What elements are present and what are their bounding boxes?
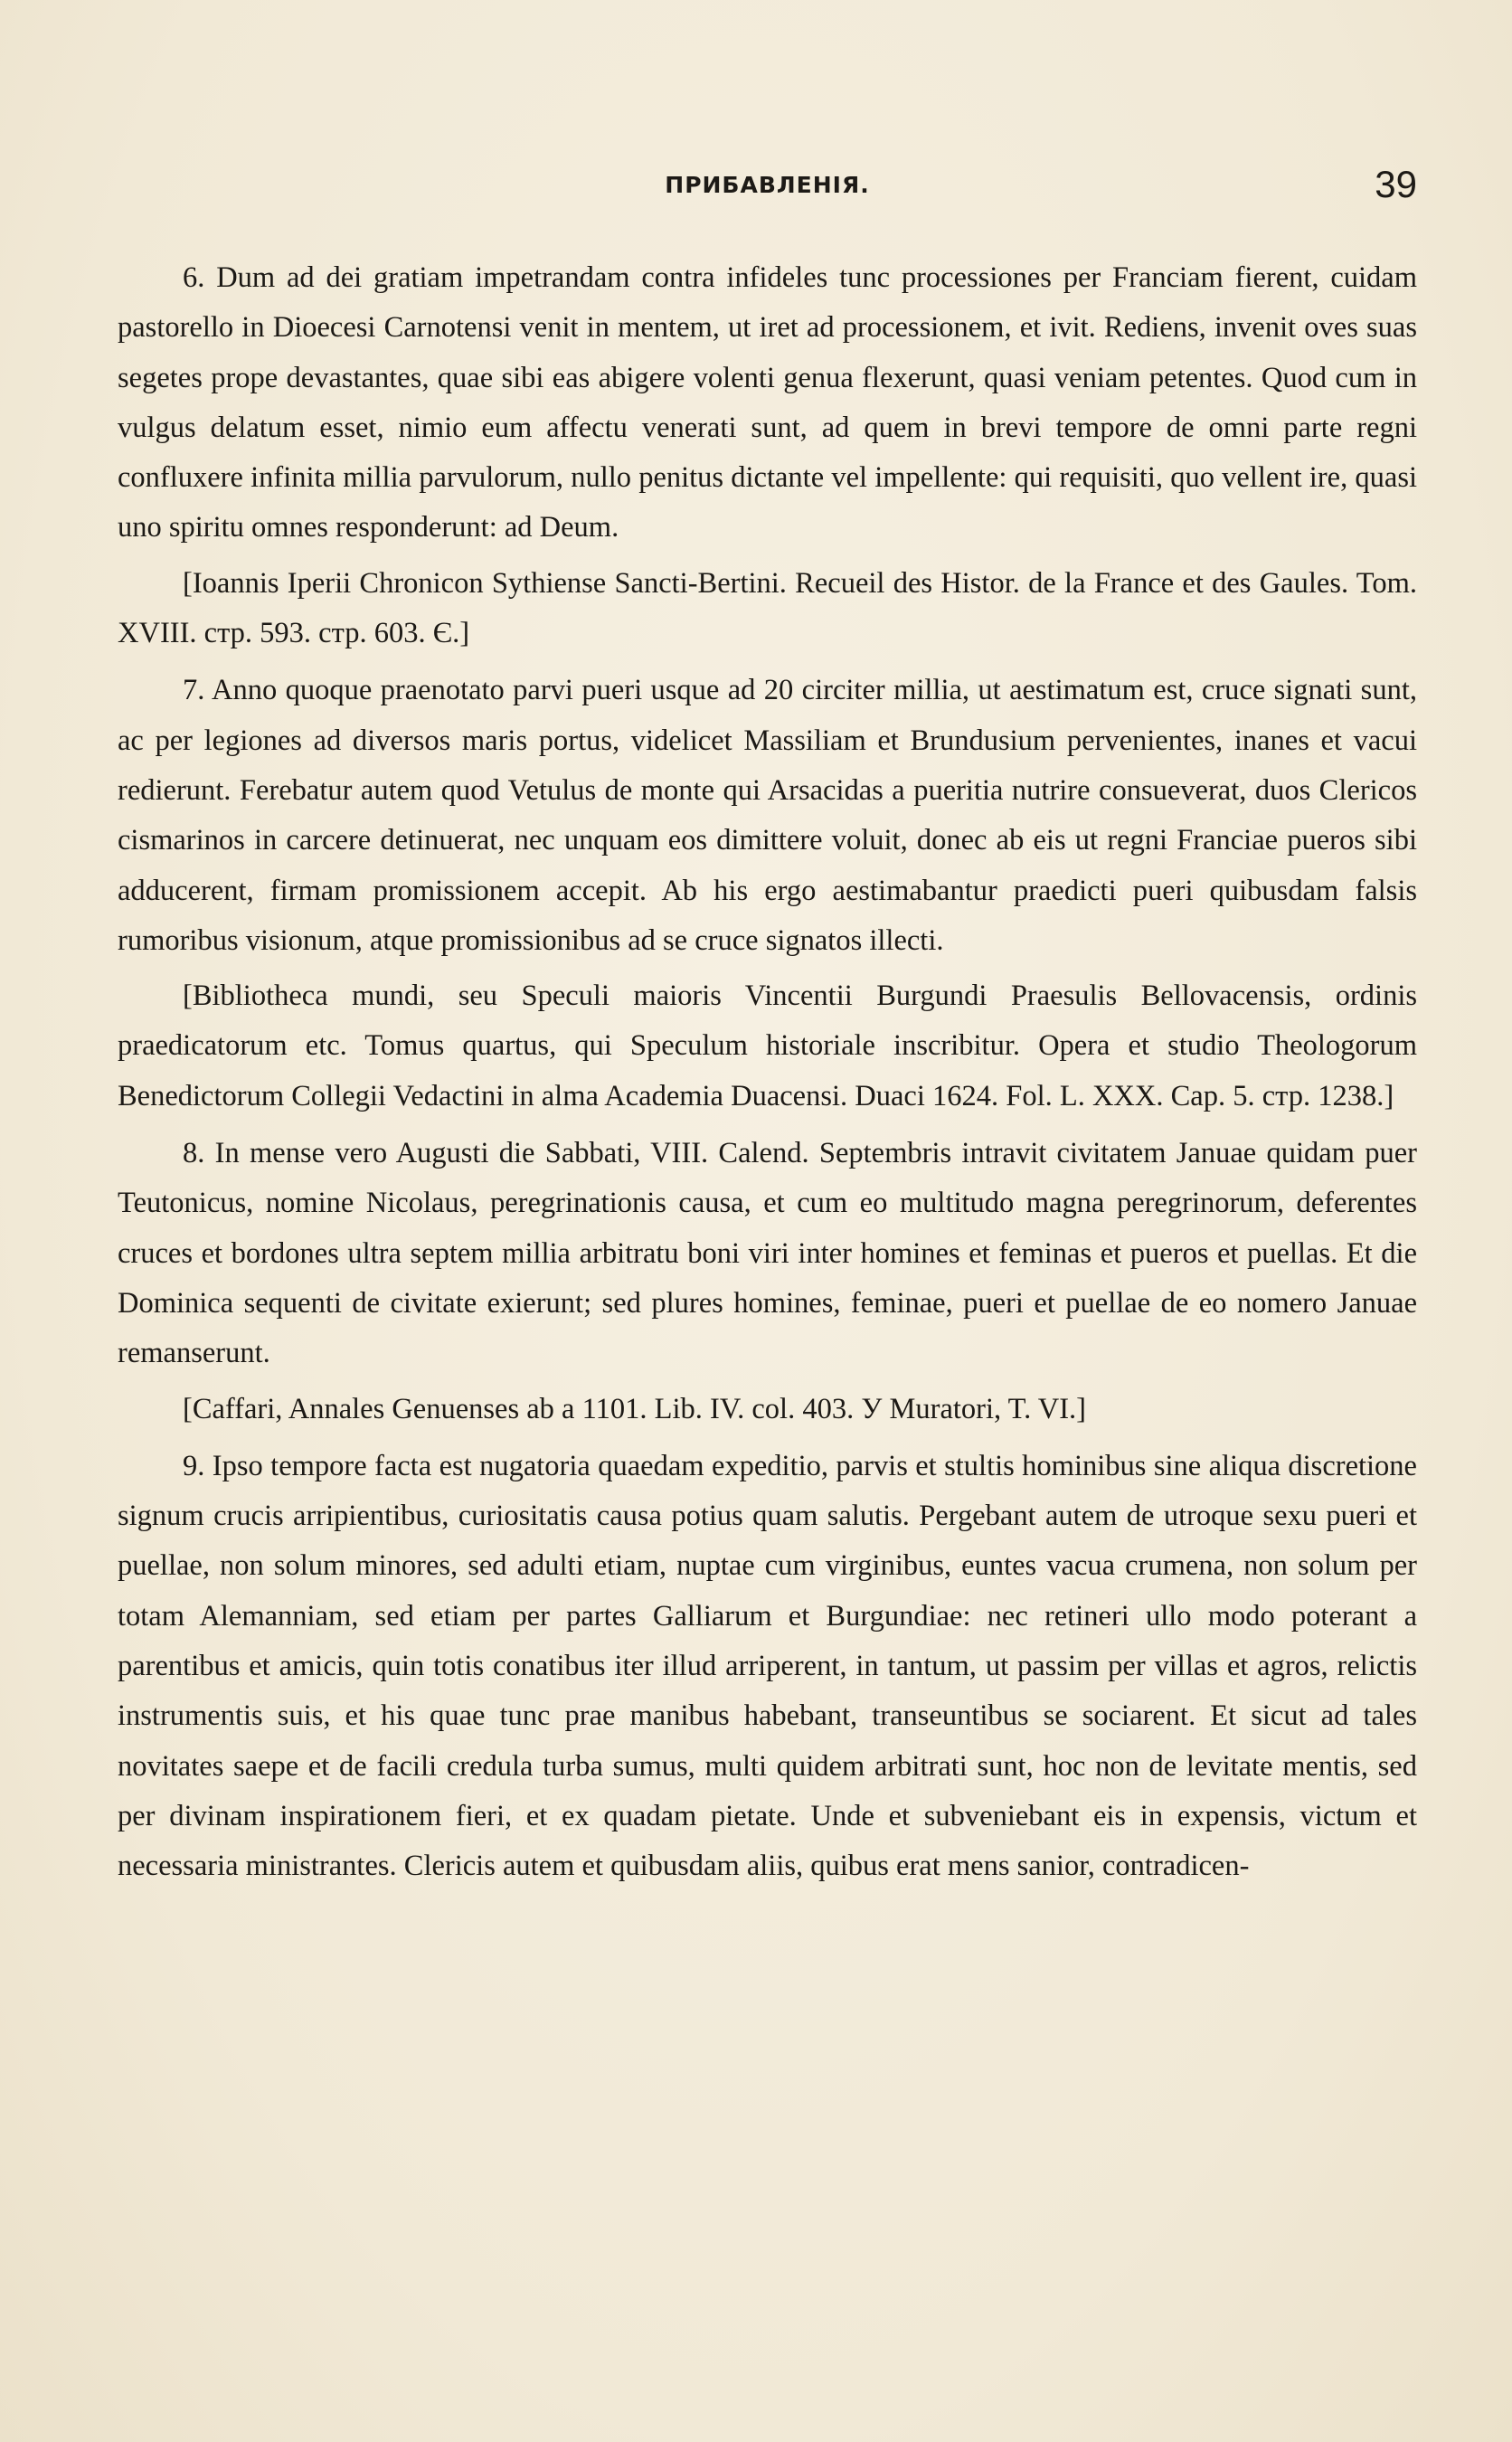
paragraph-7: 7. Anno quoque praenotato parvi pueri usque ad 20 circiter millia, ut aestimatum est, cruce signati sunt, ac per legiones ad diversos maris portus, videlicet Massiliam et Brundusium pervenientes, inanes et vacui redierunt. Ferebatur autem quod Vetulus de monte qui Arsacidas a pueritia nutrire consueverat, duos Clericos cismarinos in carcere detinuerat, nec unquam eos dimittere voluit, donec ab eis ut regni Franciae pueros sibi adducerent, firmam promissionem accepit. Ab his ergo aestimabantur praedicti pueri quibusdam falsis rumoribus visionum, atque promissionibus ad se cruce signatos illecti. [118,674,1417,957]
citation-caffari: [Caffari, Annales Genuenses ab a 1101. Lib. IV. col. 403. У Muratori, T. VI.] [183,1392,1087,1425]
paragraph-6: 6. Dum ad dei gratiam impetrandam contra infideles tunc processiones per Franciam fierent, cuidam pastorello in Dioecesi Carnotensi venit in mentem, ut iret ad processionem, et ivit. Rediens, invenit oves suas segetes prope devastantes, quae sibi eas abigere volenti genua flexerunt, quasi veniam petentes. Quod cum in vulgus delatum esset, nimio eum affectu venerati sunt, ad quem in brevi tempore de omni parte regni confluxere infinita millia parvulorum, nullo penitus dictante vel impellente: qui requisiti, quo vellent ire, quasi uno spiritu omnes responderunt: ad Deum. [118,261,1417,544]
page-body [118,253,1417,1892]
paragraph-8: 8. In mense vero Augusti die Sabbati, VIII. Calend. Septembris intravit civitatem Januae quidam puer Teutonicus, nomine Nicolaus, peregrinationis causa, et cum eo multitudo magna peregrinorum, deferentes cruces et bordones ultra septem millia arbitratu boni viri inter homines et feminas et pueros et puellas. Et die Dominica sequenti de civitate exierunt; sed plures homines, feminae, pueri et puellae de eo nomero Januae remanserunt. [118,1137,1417,1370]
citation-iperius: [Ioannis Iperii Chronicon Sythiense Sancti-Bertini. Recueil des Histor. de la France et des Gaules. Tom. XVIII. стр. 593. стр. 603. Є.] [118,566,1417,650]
citation-bibliotheca-mundi: [Bibliotheca mundi, seu Speculi maioris Vincentii Burgundi Praesulis Bellovacensis, ordinis praedicatorum etc. Tomus quartus, qui Speculum historiale inscribitur. Opera et studio Theologorum Benedictorum Collegii Vedactini in alma Academia Duacensi. Duaci 1624. Fol. L. XXX. Cap. 5. стр. 1238.] [118,980,1417,1112]
page-number: 39 [1375,163,1417,205]
running-title: ПРИБАВЛЕНІЯ. [665,172,870,198]
paragraph-9: 9. Ipso tempore facta est nugatoria quaedam expeditio, parvis et stultis hominibus sine aliqua discretione signum crucis arripientibus, curiositatis causa potius quam salutis. Pergebant autem de utroque sexu pueri et puellae, non solum minores, sed adulti etiam, nuptae cum virginibus, euntes vacua crumena, non solum per totam Alemanniam, sed etiam per partes Galliarum et Burgundiae: nec retineri ullo modo poterant a parentibus et amicis, quin totis conatibus iter illud arriperent, in tantum, ut passim per villas et agros, relictis instrumentis suis, et his quae tunc prae manibus habebant, transeuntibus se sociarent. Et sicut ad tales novitates saepe et de facili credula turba sumus, multi quidem arbitrati sunt, hoc non de levitate mentis, sed per divinam inspirationem fieri, et ex quadam pietate. Unde et subveniebant eis in expensis, victum et necessaria ministrantes. Clericis autem et quibusdam aliis, quibus erat mens sanior, contradicen- [118,1449,1417,1883]
page-header [118,163,1417,217]
